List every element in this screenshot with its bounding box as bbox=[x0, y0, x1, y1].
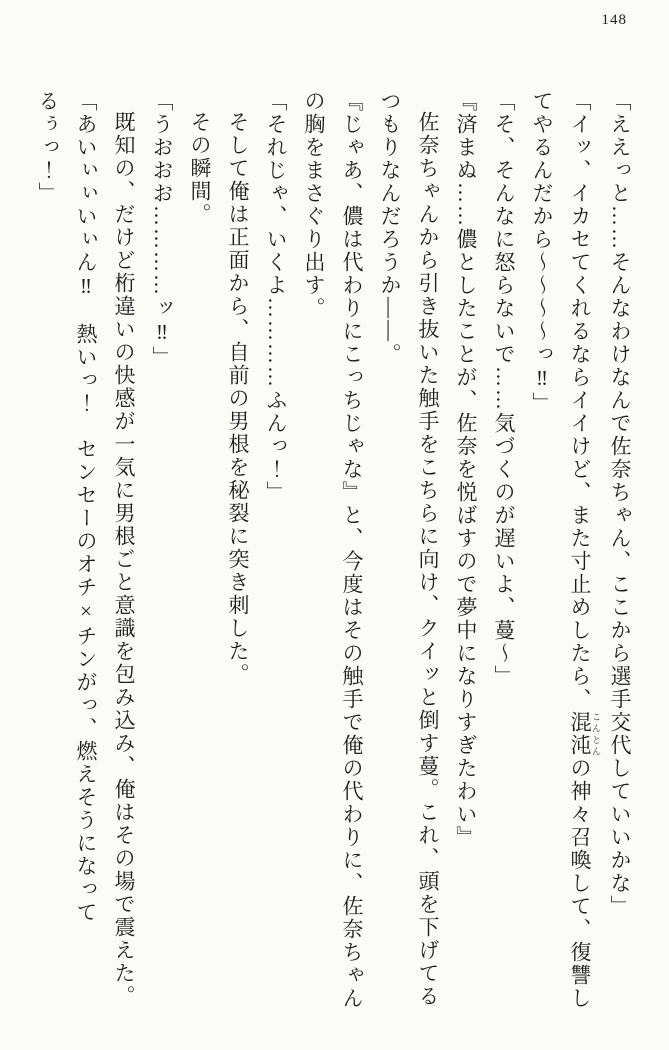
paragraph: 『済まぬ……儂としたことが、佐奈を悦ばすので夢中になりすぎたわい』 bbox=[454, 90, 478, 849]
page-number: 148 bbox=[601, 12, 627, 28]
paragraph: 「あいぃぃいぃん‼ 熱いっ！ センセーのオチ×チンがっ、燃えそうになってるぅっ！」 bbox=[36, 90, 98, 924]
paragraph: 既知の、だけど桁違いの快感が一気に男根ごと意識を包み込み、俺はその場で震えた。 bbox=[112, 111, 136, 1008]
furigana-ruby: 混沌 こんとん bbox=[568, 711, 601, 757]
paragraph: そして俺は正面から、自前の男根を秘裂に突き刺した。 bbox=[226, 111, 250, 686]
paragraph: 「うおおお…………ッ‼」 bbox=[150, 90, 174, 369]
paragraph: 「イッ、イカセてくれるならイイけど、また寸止めしたら、混沌 こんとんの神々召喚して、復讐してやるんだから～～～～っ‼」 bbox=[530, 90, 601, 1010]
paragraph: 佐奈ちゃんから引き抜いた触手をこちらに向け、クイッと倒す蔓。これ、頭を下げてるつもりなんだろうか――。 bbox=[378, 90, 440, 1008]
paragraph: 「ええっと……そんなわけなんで佐奈ちゃん、ここから選手交代していいかな」 bbox=[608, 90, 632, 918]
paragraph: その瞬間。 bbox=[188, 111, 212, 226]
paragraph: 『じゃあ、儂は代わりにこっちじゃな』と、今度はその触手で俺の代わりに、佐奈ちゃんの胸をまさぐり出す。 bbox=[302, 90, 364, 1010]
paragraph: 「そ、そんなに怒らないで……気づくのが遅いよ、蔓～」 bbox=[492, 90, 516, 688]
text-block bbox=[29, 90, 639, 1014]
paragraph: 「それじゃ、いくよ…………ふんっ！」 bbox=[264, 90, 288, 504]
